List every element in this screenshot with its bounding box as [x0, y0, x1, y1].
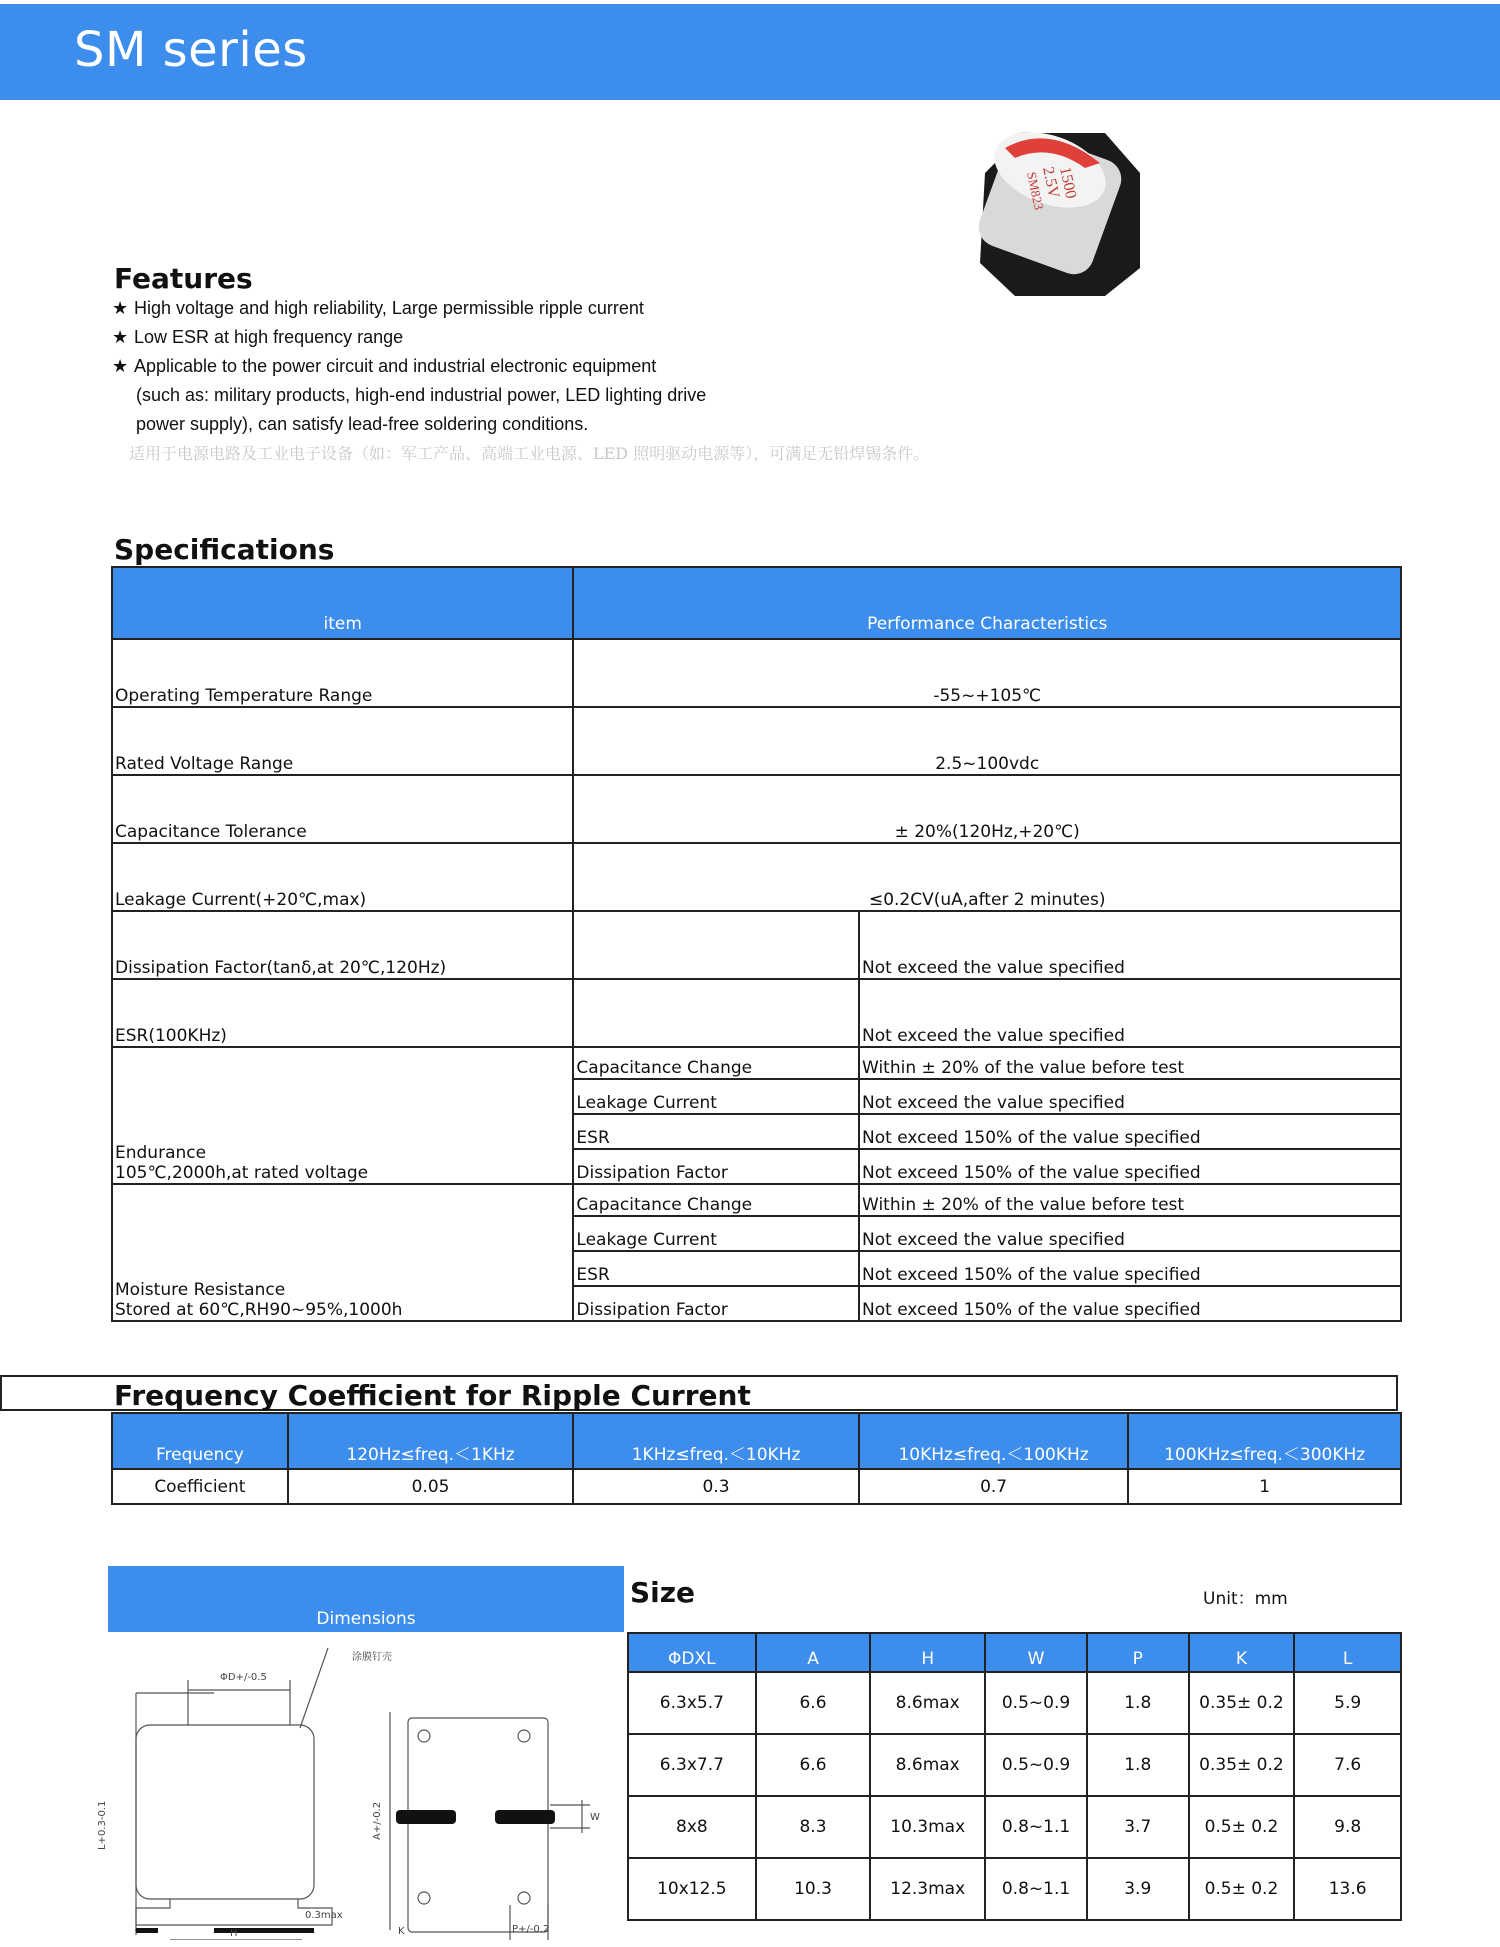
moisture-row: Moisture Resistance Stored at 60℃,RH90~95%,1000h Capacitance Change Within ± 20% of the value before test [112, 1184, 1401, 1216]
features-list [112, 294, 929, 468]
dimensions-header: Dimensions [108, 1566, 624, 1632]
spec-header-performance: Performance Characteristics [573, 567, 1401, 639]
label-h: H [230, 1928, 238, 1939]
label-coating: 涂膜钉壳 [352, 1652, 392, 1663]
spec-row: Capacitance Tolerance ± 20%(120Hz,+20℃) [112, 775, 1401, 843]
label-k: K [398, 1926, 405, 1937]
spec-row: Operating Temperature Range -55~+105℃ [112, 639, 1401, 707]
features-heading: Features [114, 262, 253, 295]
endurance-row: Dissipation Factor Not exceed 150% of the value specified [112, 1149, 1401, 1184]
feature-continuation: power supply), can satisfy lead-free soldering conditions. [136, 414, 589, 434]
page-title: SM series [74, 22, 308, 78]
moisture-row: Leakage Current Not exceed the value specified [112, 1216, 1401, 1251]
frequency-header-row: Frequency 120Hz≤freq.＜1KHz 1KHz≤freq.＜10KHz 10KHz≤freq.＜100KHz 100KHz≤freq.＜300KHz [112, 1413, 1401, 1469]
star-icon: ★ [112, 356, 129, 376]
size-table [627, 1632, 1402, 1921]
label-p: P+/-0.2 [512, 1924, 550, 1935]
size-row: 6.3x5.7 6.6 8.6max 0.5~0.9 1.8 0.35± 0.2 5.9 [628, 1672, 1401, 1734]
star-icon: ★ [112, 298, 129, 318]
endurance-row: ESR Not exceed 150% of the value specified [112, 1114, 1401, 1149]
endurance-label: Endurance 105℃,2000h,at rated voltage [112, 1047, 573, 1184]
spec-row: Dissipation Factor(tanδ,at 20℃,120Hz) Not exceed the value specified [112, 911, 1401, 979]
feature-chinese: 适用于电源电路及工业电子设备（如：军工产品、高端工业电源、LED 照明驱动电源等），可满足无铅焊锡条件。 [129, 444, 930, 463]
label-length: L+0.3-0.1 [97, 1800, 108, 1850]
size-heading: Size [630, 1576, 696, 1609]
label-w: W [590, 1812, 600, 1823]
frequency-table [111, 1412, 1402, 1505]
dimension-drawing [50, 1640, 620, 1940]
label-diameter: ΦD+/-0.5 [220, 1672, 267, 1683]
moisture-row: ESR Not exceed 150% of the value specified [112, 1251, 1401, 1286]
endurance-row: Leakage Current Not exceed the value specified [112, 1079, 1401, 1114]
spec-header-row [112, 567, 1401, 639]
size-unit: Unit：mm [1203, 1589, 1288, 1609]
feature-item: ★ Applicable to the power circuit and industrial electronic equipment [112, 352, 929, 381]
coefficient-row: Coefficient 0.05 0.3 0.7 1 [112, 1469, 1401, 1504]
spec-row: Rated Voltage Range 2.5~100vdc [112, 707, 1401, 775]
feature-item: ★ Low ESR at high frequency range [112, 323, 929, 352]
feature-continuation: (such as: military products, high-end industrial power, LED lighting drive [136, 385, 707, 405]
header-banner [0, 4, 1500, 100]
frequency-heading: Frequency Coefficient for Ripple Current [114, 1379, 751, 1412]
capacitor-image [965, 128, 1145, 298]
size-row: 8x8 8.3 10.3max 0.8~1.1 3.7 0.5± 0.2 9.8 [628, 1796, 1401, 1858]
size-header-row: ΦDXL A H W P K L [628, 1633, 1401, 1672]
feature-item: ★ High voltage and high reliability, Large permissible ripple current [112, 294, 929, 323]
cap-voltage-label: 2.5V [1039, 165, 1063, 200]
cap-value-label: 1500 [1056, 165, 1080, 201]
label-03max: 0.3max [305, 1910, 343, 1921]
label-a: A+/-0.2 [372, 1801, 383, 1840]
specifications-table [111, 566, 1402, 1322]
moisture-label: Moisture Resistance Stored at 60℃,RH90~95%,1000h [112, 1184, 573, 1321]
cap-code-label: SM823 [1024, 170, 1047, 212]
spec-header-item: item [112, 567, 573, 639]
spec-row: ESR(100KHz) Not exceed the value specified [112, 979, 1401, 1047]
endurance-row: Endurance 105℃,2000h,at rated voltage Capacitance Change Within ± 20% of the value before test [112, 1047, 1401, 1079]
specifications-heading: Specifications [114, 533, 335, 566]
spec-row: Leakage Current(+20℃,max) ≤0.2CV(uA,after 2 minutes) [112, 843, 1401, 911]
moisture-row: Dissipation Factor Not exceed 150% of the value specified [112, 1286, 1401, 1321]
star-icon: ★ [112, 327, 129, 347]
size-row: 10x12.5 10.3 12.3max 0.8~1.1 3.9 0.5± 0.2 13.6 [628, 1858, 1401, 1920]
size-row: 6.3x7.7 6.6 8.6max 0.5~0.9 1.8 0.35± 0.2 7.6 [628, 1734, 1401, 1796]
